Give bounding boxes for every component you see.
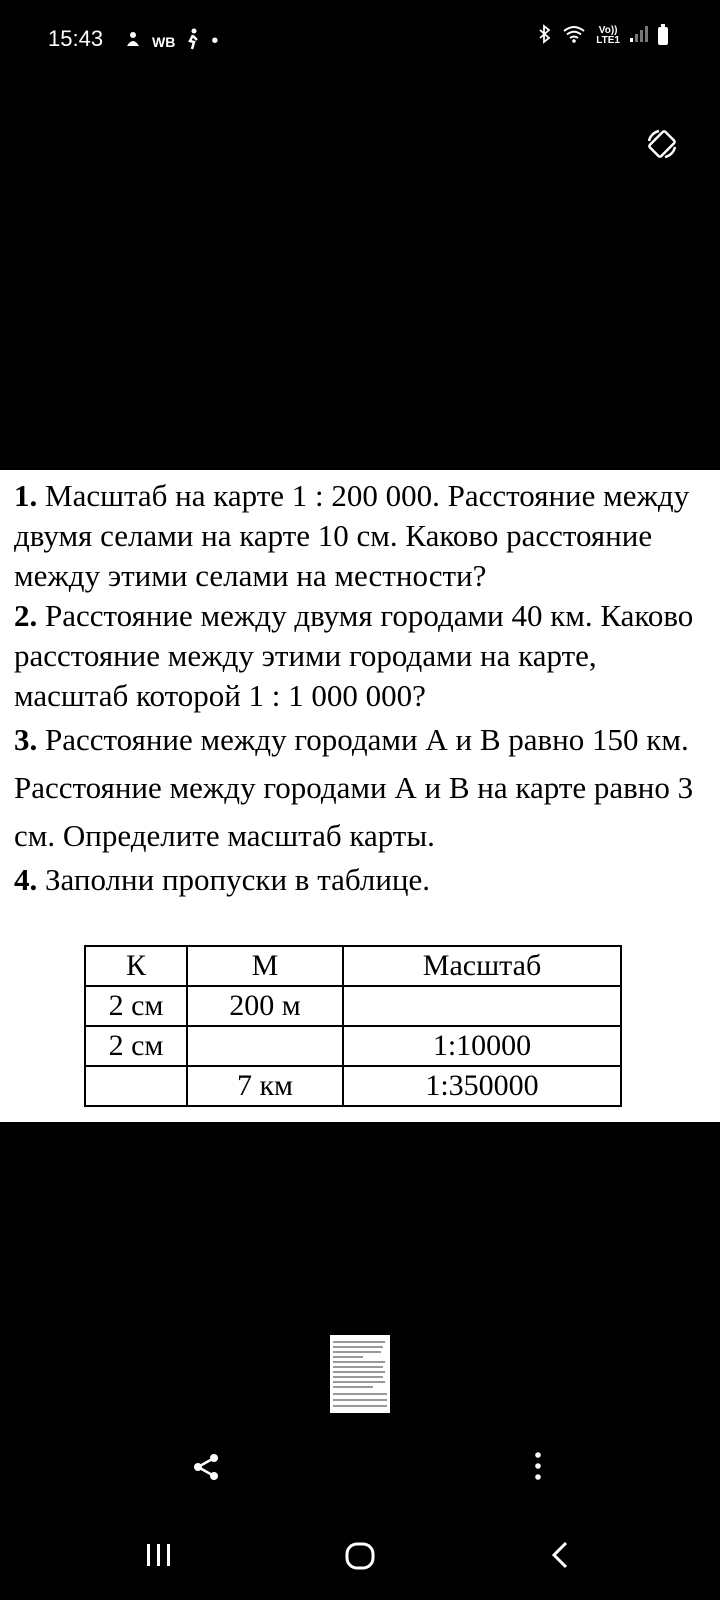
image-thumbnail[interactable] [330, 1335, 390, 1413]
thumbnail-line [333, 1381, 385, 1383]
table-row [85, 1026, 621, 1066]
lte-label: LTE1 [596, 34, 620, 46]
table-cell [343, 986, 621, 1026]
notification-app-icon [124, 30, 142, 53]
question-4-number: 4. [14, 862, 38, 897]
battery-icon [658, 27, 668, 45]
volte-indicator [596, 26, 620, 46]
table-row [85, 1066, 621, 1106]
wb-badge: WB [152, 33, 176, 50]
walking-icon [185, 28, 201, 55]
thumbnail-line [333, 1346, 383, 1348]
thumbnail-line [333, 1351, 381, 1353]
clock: 15:43 [48, 26, 104, 51]
volte-label: Vo)) [598, 24, 618, 36]
question-2 [14, 596, 714, 716]
table-header: Масштаб [343, 946, 621, 986]
thumbnail-line [333, 1341, 385, 1343]
signal-icon [630, 26, 648, 45]
thumbnail-line [333, 1386, 373, 1388]
question-3-number: 3. [14, 722, 38, 757]
thumbnail-line [333, 1393, 387, 1395]
wifi-icon [562, 25, 586, 46]
table-cell: 7 км [187, 1066, 343, 1106]
task-text [14, 476, 714, 900]
notification-dot: • [211, 30, 219, 52]
table-header: К [85, 946, 187, 986]
thumbnail-line [333, 1356, 363, 1358]
thumbnail-line [333, 1376, 383, 1378]
question-2-text: Расстояние между двумя городами 40 км. Каково расстояние между этими городами на карте, масштаб которой 1 : 1 000 000? [14, 598, 694, 713]
table-row [85, 986, 621, 1026]
table-cell: 200 м [187, 986, 343, 1026]
recent-apps-icon[interactable] [144, 1540, 174, 1570]
question-1-text: Масштаб на карте 1 : 200 000. Расстояние между двумя селами на карте 10 см. Каково расстояние между этими селами на местности? [14, 478, 690, 593]
home-icon[interactable] [345, 1541, 375, 1571]
table-cell [85, 1066, 187, 1106]
notification-icons [124, 28, 218, 55]
thumbnail-line [333, 1366, 383, 1368]
table-cell [187, 1026, 343, 1066]
table-cell: 1:350000 [343, 1066, 621, 1106]
question-1-number: 1. [14, 478, 38, 513]
document-image[interactable] [0, 470, 720, 1122]
table-cell: 2 см [85, 1026, 187, 1066]
table-header: М [187, 946, 343, 986]
bluetooth-icon [538, 24, 552, 47]
scale-table [84, 945, 622, 1107]
thumbnail-line [333, 1371, 385, 1373]
question-3 [14, 716, 714, 860]
question-2-number: 2. [14, 598, 38, 633]
table-cell: 1:10000 [343, 1026, 621, 1066]
thumbnail-line [333, 1361, 385, 1363]
thumbnail-line [333, 1399, 387, 1401]
rotate-icon[interactable] [645, 127, 679, 161]
thumbnail-line [333, 1405, 387, 1407]
question-3-text: Расстояние между городами А и В равно 150 км. Расстояние между городами А и В на карте равно 3 см. Определите масштаб карты. [14, 722, 694, 853]
question-4 [14, 860, 714, 900]
system-icons [538, 24, 668, 47]
back-icon[interactable] [550, 1540, 570, 1570]
table-cell: 2 см [85, 986, 187, 1026]
table-header-row [85, 946, 621, 986]
more-vert-icon[interactable] [528, 1450, 548, 1484]
status-bar [0, 0, 720, 80]
share-icon[interactable] [192, 1452, 222, 1482]
question-4-text: Заполни пропуски в таблице. [37, 862, 431, 897]
question-1 [14, 476, 714, 596]
